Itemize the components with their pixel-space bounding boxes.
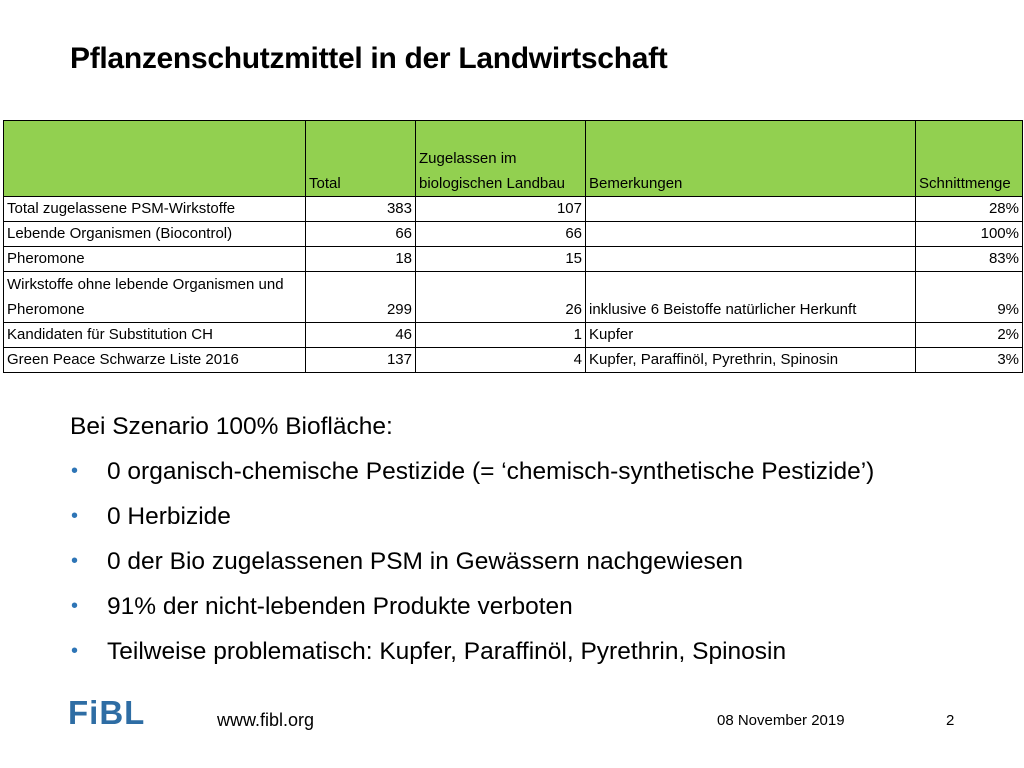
cell-bemerkungen: inklusive 6 Beistoffe natürlicher Herkunft (586, 272, 916, 323)
list-item (70, 539, 874, 584)
cell-schnittmenge: 83% (916, 247, 1023, 272)
scenario-bullet-list (70, 449, 874, 674)
row-label: Kandidaten für Substitution CH (4, 323, 306, 348)
list-item-text: Teilweise problematisch: Kupfer, Paraffinöl, Pyrethrin, Spinosin (107, 638, 787, 665)
cell-bemerkungen: Kupfer, Paraffinöl, Pyrethrin, Spinosin (586, 348, 916, 373)
psm-table (3, 120, 1023, 373)
cell-total: 46 (306, 323, 416, 348)
table-row (4, 348, 1023, 373)
bullet-icon: • (71, 595, 79, 617)
table-row (4, 197, 1023, 222)
cell-bio: 66 (416, 222, 586, 247)
list-item-text: 0 Herbizide (107, 503, 231, 530)
cell-total: 18 (306, 247, 416, 272)
cell-bio: 1 (416, 323, 586, 348)
cell-schnittmenge: 28% (916, 197, 1023, 222)
row-label: Green Peace Schwarze Liste 2016 (4, 348, 306, 373)
cell-bemerkungen (586, 197, 916, 222)
cell-total: 137 (306, 348, 416, 373)
cell-bemerkungen (586, 247, 916, 272)
header-cell-total: Total (306, 121, 416, 197)
fibl-logo: FiBL (68, 694, 146, 731)
list-item (70, 449, 874, 494)
table-row (4, 272, 1023, 323)
header-cell-bio: Zugelassen im biologischen Landbau (416, 121, 586, 197)
header-cell-bemerkungen: Bemerkungen (586, 121, 916, 197)
scenario-intro: Bei Szenario 100% Biofläche: (70, 413, 393, 440)
list-item-text: 0 der Bio zugelassenen PSM in Gewässern nachgewiesen (107, 548, 744, 575)
bullet-icon: • (71, 505, 79, 527)
cell-bio: 4 (416, 348, 586, 373)
cell-schnittmenge: 9% (916, 272, 1023, 323)
list-item (70, 494, 874, 539)
table-header-row (4, 121, 1023, 197)
cell-bemerkungen (586, 222, 916, 247)
row-label: Pheromone (4, 247, 306, 272)
footer-date: 08 November 2019 (717, 712, 845, 729)
cell-schnittmenge: 3% (916, 348, 1023, 373)
table-row (4, 222, 1023, 247)
bullet-icon: • (71, 460, 79, 482)
cell-schnittmenge: 2% (916, 323, 1023, 348)
page-number: 2 (946, 712, 955, 729)
header-cell-schnittmenge: Schnittmenge (916, 121, 1023, 197)
list-item (70, 629, 874, 674)
row-label: Total zugelassene PSM-Wirkstoffe (4, 197, 306, 222)
table-row (4, 323, 1023, 348)
bullet-icon: • (71, 640, 79, 662)
cell-bio: 26 (416, 272, 586, 323)
cell-bio: 15 (416, 247, 586, 272)
scenario-content (70, 404, 874, 674)
row-label: Lebende Organismen (Biocontrol) (4, 222, 306, 247)
table-row (4, 247, 1023, 272)
slide-title: Pflanzenschutzmittel in der Landwirtschaft (70, 42, 668, 75)
cell-bemerkungen: Kupfer (586, 323, 916, 348)
cell-schnittmenge: 100% (916, 222, 1023, 247)
cell-total: 299 (306, 272, 416, 323)
bullet-icon: • (71, 550, 79, 572)
cell-total: 383 (306, 197, 416, 222)
footer-url-link[interactable]: www.fibl.org (217, 710, 315, 730)
row-label: Wirkstoffe ohne lebende Organismen und Pheromone (4, 272, 306, 323)
list-item-text: 91% der nicht-lebenden Produkte verboten (107, 593, 573, 620)
header-cell-label (4, 121, 306, 197)
cell-total: 66 (306, 222, 416, 247)
cell-bio: 107 (416, 197, 586, 222)
list-item (70, 584, 874, 629)
list-item-text: 0 organisch-chemische Pestizide (= ‘chemisch-synthetische Pestizide’) (107, 458, 875, 485)
